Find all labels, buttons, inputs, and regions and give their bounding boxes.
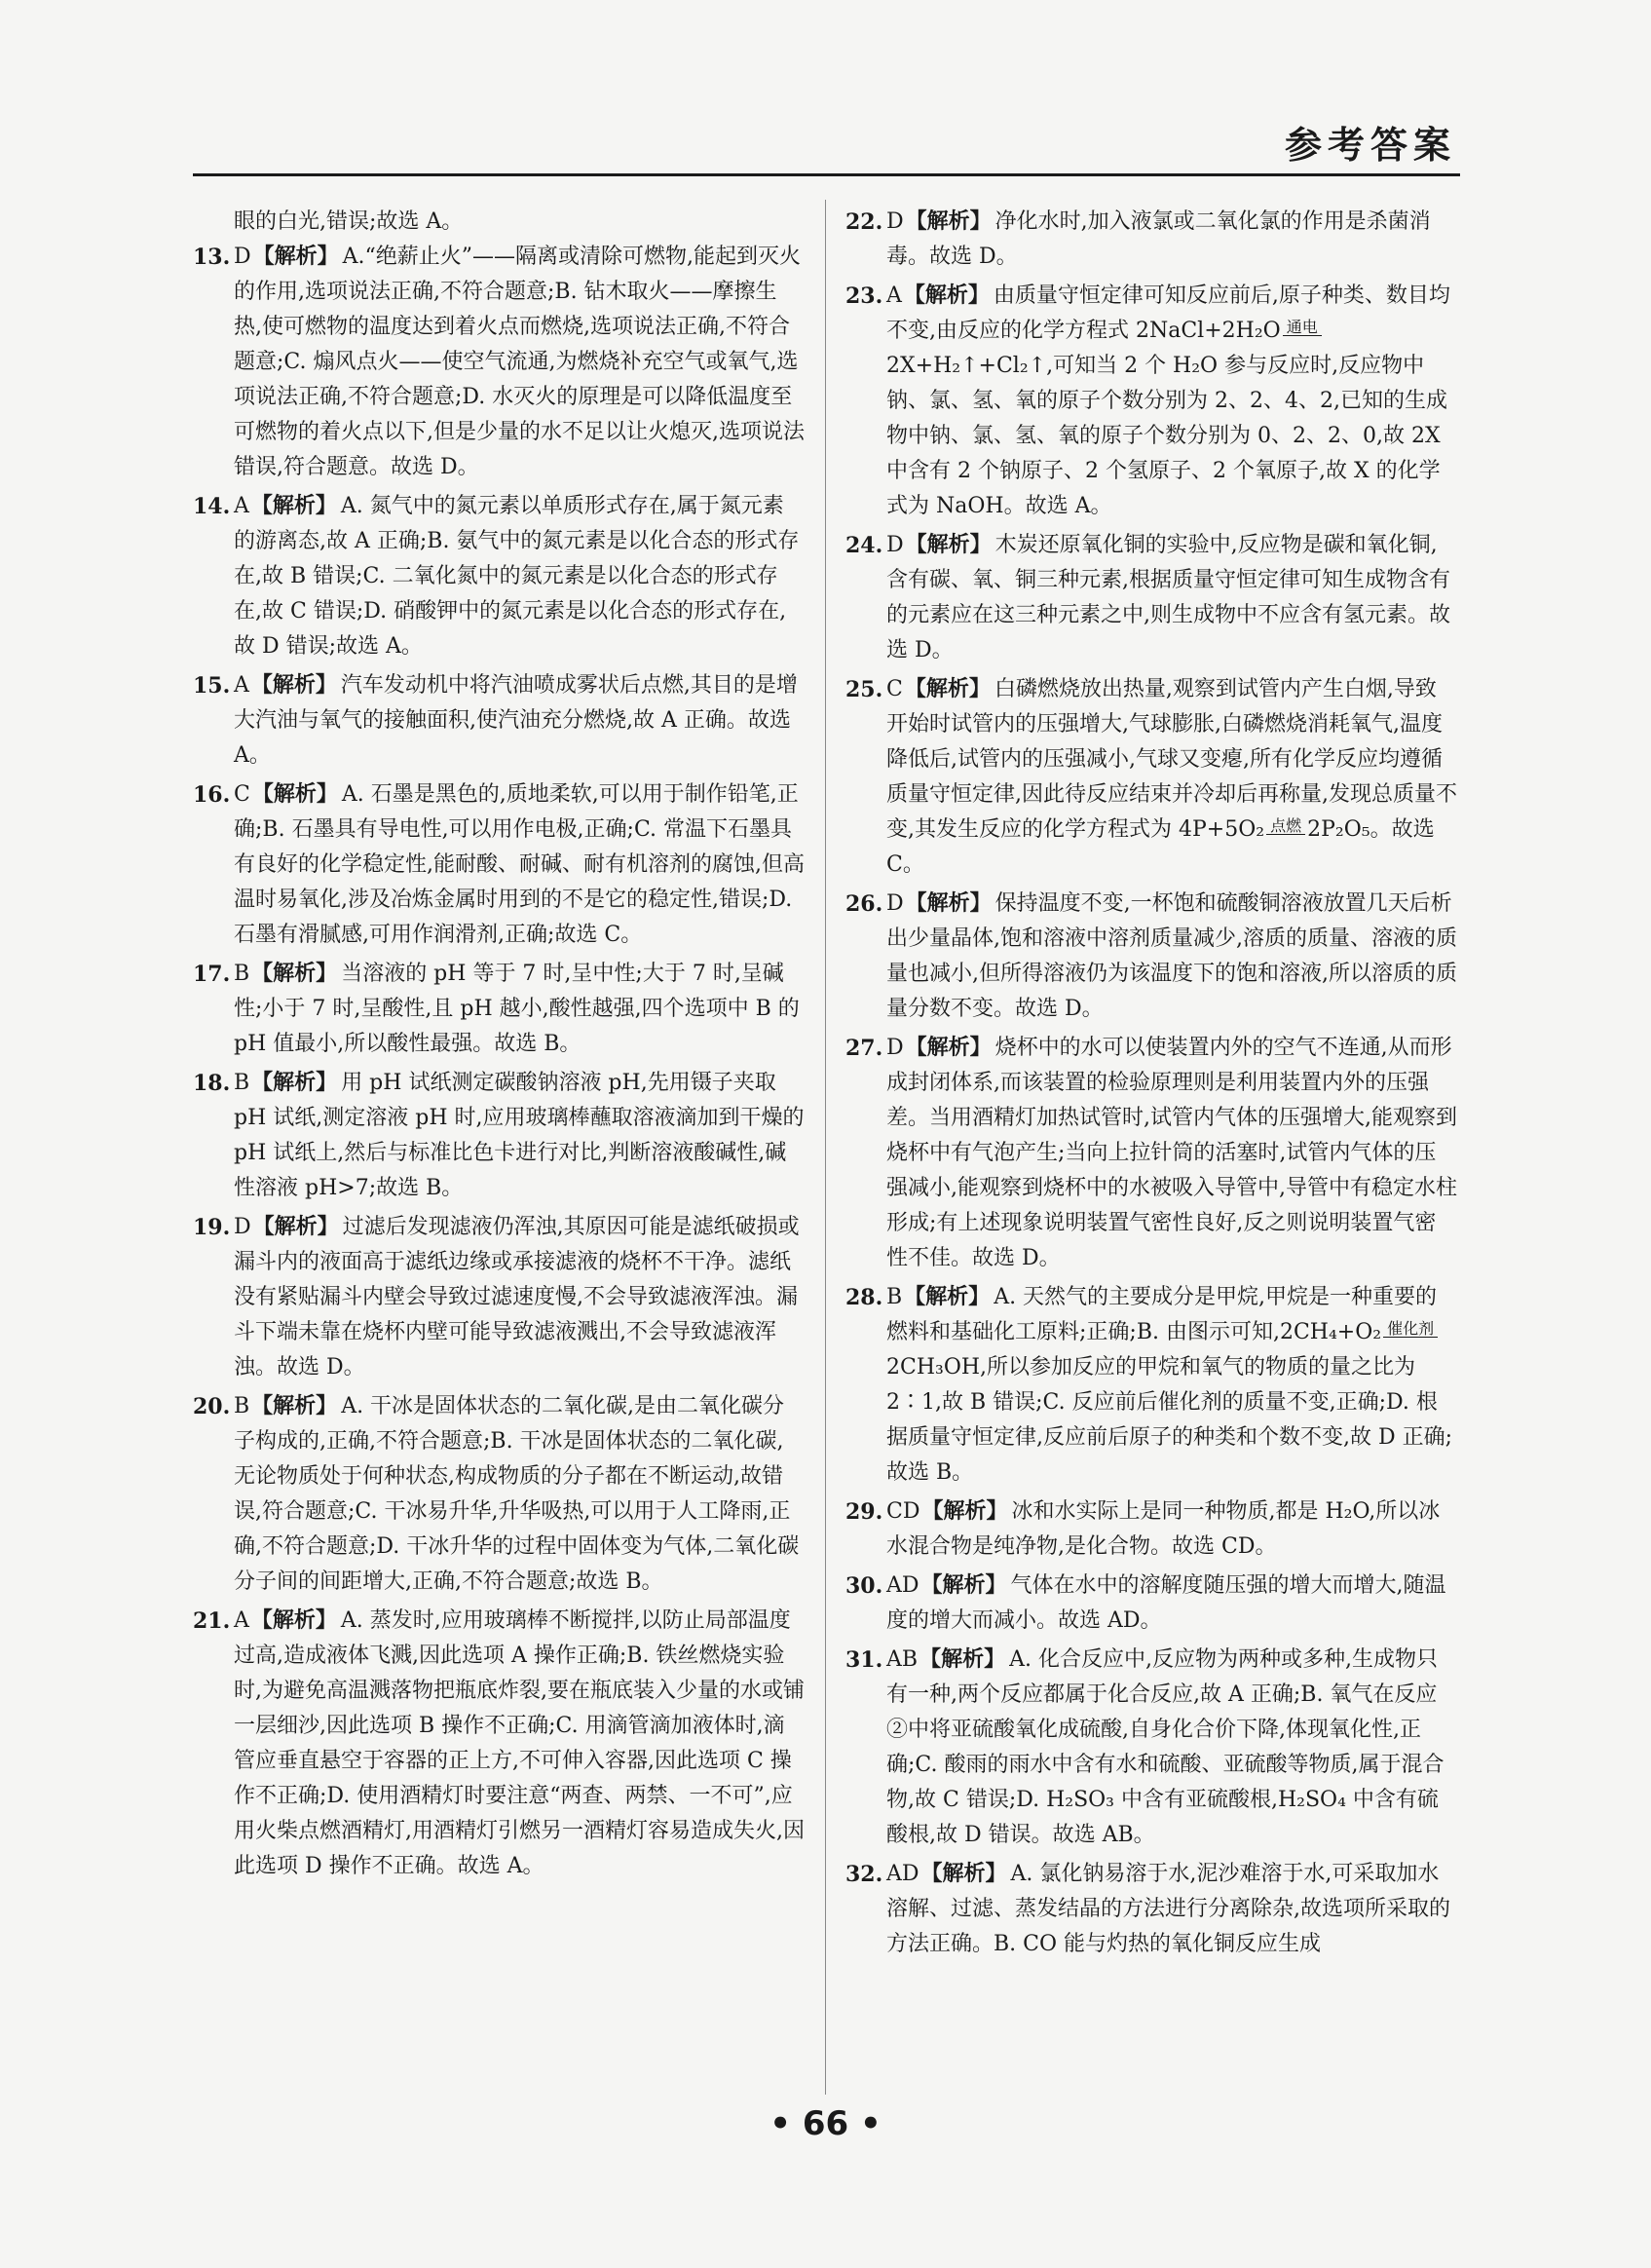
answer-choice: B [886,1285,903,1309]
answer-item [845,1569,1457,1639]
answer-item [845,887,1457,1027]
equals-bar [1383,1338,1438,1345]
answer-choice: A [234,673,249,698]
header-rule [193,173,1460,176]
answer-item [193,1389,805,1600]
analysis-tag: 【解析】 [919,1647,1006,1672]
analysis-tag: 【解析】 [251,782,338,807]
continuation-text: 眼的白光,错误;故选 A。 [234,209,464,234]
item-number: 22. [845,209,883,235]
answer-choice: D [234,245,251,269]
answer-choice: D [886,533,904,557]
item-number: 24. [845,533,883,558]
answer-item [845,279,1457,524]
analysis-tag: 【解析】 [903,284,990,308]
analysis-tag: 【解析】 [251,1071,338,1095]
analysis-text: A. 氯化钠易溶于水,泥沙难溶于水,可采取加水溶解、过滤、蒸发结晶的方法进行分离除杂,故选项所采取的方法正确。B. CO 能与灼热的氧化铜反应生成 [886,1862,1450,1956]
item-number: 25. [845,677,883,702]
answer-choice: A [234,494,249,518]
right-column [845,205,1457,1962]
answer-choice: B [234,1071,250,1095]
equals-bar [1266,835,1305,843]
analysis-text: A.“绝薪止火”——隔离或清除可燃物,能起到灭火的作用,选项说法正确,不符合题意;B. 钻木取火——摩擦生热,使可燃物的温度达到着火点而燃烧,选项说法正确,不符合题意;C. 煽风点火——使空气流通,为燃烧补充空气或氧气,选项说法正确,不符合题意;D. 水灭火的原理是可以降低温度至可燃物的着火点以下,但是少量的水不足以让火熄灭,选项说法错误,符合题意。故选 D。 [234,245,805,479]
answer-choice: B [234,962,250,986]
answer-item [845,672,1457,883]
page-number: • 66 • [769,2104,882,2143]
answer-choice: AD [886,1573,919,1598]
analysis-tag: 【解析】 [250,494,337,518]
item-number: 29. [845,1499,883,1525]
item-number: 26. [845,891,883,917]
analysis-tag: 【解析】 [905,209,992,234]
answer-choice: D [886,1036,904,1060]
condition-label: 催化剂 [1383,1321,1438,1338]
analysis-text: A. 天然气的主要成分是甲烷,甲烷是一种重要的燃料和基础化工原料;正确;B. 由图示可知,2CH₄+O₂ [886,1285,1438,1344]
analysis-text: 用 pH 试纸测定碳酸钠溶液 pH,先用镊子夹取 pH 试纸,测定溶液 pH 时,应用玻璃棒蘸取溶液滴加到干燥的 pH 试纸上,然后与标准比色卡进行对比,判断溶液酸碱性,碱性溶液 pH>7;故选 B。 [234,1071,805,1200]
analysis-tag: 【解析】 [252,1215,339,1239]
condition-label: 点燃 [1266,818,1305,835]
answer-item [193,957,805,1062]
analysis-text: A. 氮气中的氮元素以单质形式存在,属于氮元素的游离态,故 A 正确;B. 氨气中的氮元素是以化合态的形式存在,故 B 错误;C. 二氧化氮中的氮元素是以化合态的形式存在,故 C 错误;D. 硝酸钾中的氮元素是以化合态的形式存在,故 D 错误;故选 A。 [234,494,800,659]
answer-item [193,1604,805,1884]
item-number: 15. [193,673,231,699]
answer-choice: AD [886,1862,919,1886]
analysis-text: 汽车发动机中将汽油喷成雾状后点燃,其目的是增大汽油与氧气的接触面积,使汽油充分燃烧,故 A 正确。故选 A。 [234,673,798,768]
answer-item [845,1031,1457,1276]
analysis-tag: 【解析】 [920,1573,1007,1598]
column-divider [825,200,826,2095]
item-number: 16. [193,782,231,808]
item-number: 32. [845,1862,883,1887]
answer-choice: C [886,677,903,701]
answer-choice: D [886,209,904,234]
answer-choice: D [886,891,904,916]
equals-bar [1283,336,1322,344]
analysis-tag: 【解析】 [251,1394,338,1418]
item-number: 14. [193,494,231,519]
analysis-text: 净化水时,加入液氯或二氧化氯的作用是杀菌消毒。故选 D。 [886,209,1431,269]
analysis-tag: 【解析】 [905,891,992,916]
item-number: 31. [845,1647,883,1673]
left-column [193,205,805,1884]
answer-item [193,489,805,664]
answer-item [845,1280,1457,1491]
analysis-text: 2X+H₂↑+Cl₂↑,可知当 2 个 H₂O 参与反应时,反应物中钠、氯、氢、氧的原子个数分别为 2、2、4、2,已知的生成物中钠、氯、氢、氧的原子个数分别为 0、2、2、0,故 2X 中含有 2 个钠原子、2 个氢原子、2 个氧原子,故 X 的化学式为 NaOH。故选 A。 [886,354,1447,518]
answer-choice: A [234,1608,249,1633]
item-number: 30. [845,1573,883,1599]
item-number: 19. [193,1215,231,1240]
item-number: 21. [193,1608,231,1634]
analysis-tag: 【解析】 [904,677,991,701]
answer-item [193,1066,805,1206]
answer-choice: B [234,1394,250,1418]
item-number: 23. [845,284,883,309]
item-number: 20. [193,1394,231,1419]
answer-choice: A [886,284,902,308]
analysis-tag: 【解析】 [251,962,338,986]
analysis-text: 2P₂O₅。故选 C。 [886,817,1435,877]
answer-item [845,1643,1457,1853]
analysis-text: 气体在水中的溶解度随压强的增大而增大,随温度的增大而减小。故选 AD。 [886,1573,1446,1633]
answer-choice: CD [886,1499,920,1524]
condition-label: 通电 [1283,320,1322,336]
analysis-text: 木炭还原氧化铜的实验中,反应物是碳和氧化铜,含有碳、氧、铜三种元素,根据质量守恒定律可知生成物含有的元素应在这三种元素之中,则生成物中不应含有氢元素。故选 D。 [886,533,1450,662]
reaction-condition [1283,317,1322,344]
answer-item [193,1210,805,1385]
answer-item [845,1494,1457,1565]
answer-item [845,528,1457,668]
analysis-text: A. 石墨是黑色的,质地柔软,可以用于制作铅笔,正确;B. 石墨具有导电性,可以用作电极,正确;C. 常温下石墨具有良好的化学稳定性,能耐酸、耐碱、耐有机溶剂的腐蚀,但高温时易氧化,涉及冶炼金属时用到的不是它的稳定性,错误;D. 石墨有滑腻感,可用作润滑剂,正确;故选 C。 [234,782,805,947]
analysis-tag: 【解析】 [921,1499,1008,1524]
answer-item [193,777,805,953]
analysis-text: A. 化合反应中,反应物为两种或多种,生成物只有一种,两个反应都属于化合反应,故 A 正确;B. 氧气在反应②中将亚硫酸氧化成硫酸,自身化合价下降,体现氧化性,正确;C. 酸雨的雨水中含有水和硫酸、亚硫酸等物质,属于混合物,故 C 错误;D. H₂SO₃ 中含有亚硫酸根,H₂SO₄ 中含有硫酸根,故 D 错误。故选 AB。 [886,1647,1445,1847]
item-number: 27. [845,1036,883,1061]
analysis-tag: 【解析】 [252,245,339,269]
analysis-tag: 【解析】 [904,1285,991,1309]
answer-choice: D [234,1215,251,1239]
answer-item [845,1857,1457,1962]
analysis-text: 烧杯中的水可以使装置内外的空气不连通,从而形成封闭体系,而该装置的检验原理则是利用装置内外的压强差。当用酒精灯加热试管时,试管内气体的压强增大,能观察到烧杯中有气泡产生;当向上拉针筒的活塞时,试管内气体的压强减小,能观察到烧杯中的水被吸入导管中,导管中有稳定水柱形成;有上述现象说明装置气密性良好,反之则说明装置气密性不佳。故选 D。 [886,1036,1457,1270]
analysis-text: 由质量守恒定律可知反应前后,原子种类、数目均不变,由反应的化学方程式 2NaCl+2H₂O [886,284,1450,343]
analysis-tag: 【解析】 [920,1862,1007,1886]
analysis-tag: 【解析】 [250,673,337,698]
answer-choice: AB [886,1647,919,1672]
item-number: 13. [193,245,231,270]
answer-choice: C [234,782,250,807]
analysis-tag: 【解析】 [905,533,992,557]
analysis-text: 冰和水实际上是同一种物质,都是 H₂O,所以冰水混合物是纯净物,是化合物。故选 CD。 [886,1499,1441,1559]
analysis-text: 2CH₃OH,所以参加反应的甲烷和氧气的物质的量之比为 2∶1,故 B 错误;C. 反应前后催化剂的质量不变,正确;D. 根据质量守恒定律,反应前后原子的种类和个数不变,故 D 正确;故选 B。 [886,1355,1453,1485]
answer-item [193,668,805,774]
analysis-text: 过滤后发现滤液仍浑浊,其原因可能是滤纸破损或漏斗内的液面高于滤纸边缘或承接滤液的烧杯不干净。滤纸没有紧贴漏斗内壁会导致过滤速度慢,不会导致滤液浑浊。漏斗下端未靠在烧杯内壁可能导致滤液溅出,不会导致滤液浑浊。故选 D。 [234,1215,800,1380]
item-number: 28. [845,1285,883,1310]
analysis-text: A. 蒸发时,应用玻璃棒不断搅拌,以防止局部温度过高,造成液体飞溅,因此选项 A 操作正确;B. 铁丝燃烧实验时,为避免高温溅落物把瓶底炸裂,要在瓶底装入少量的水或铺一层细沙,因此选项 B 操作不正确;C. 用滴管滴加液体时,滴管应垂直悬空于容器的正上方,不可伸入容器,因此选项 C 操作不正确;D. 使用酒精灯时要注意“两查、两禁、一不可”,应用火柴点燃酒精灯,用酒精灯引燃另一酒精灯容易造成失火,因此选项 D 操作不正确。故选 A。 [234,1608,805,1878]
reaction-condition [1383,1318,1438,1345]
analysis-text: 保持温度不变,一杯饱和硫酸铜溶液放置几天后析出少量晶体,饱和溶液中溶剂质量减少,溶质的质量、溶液的质量也减小,但所得溶液仍为该温度下的饱和溶液,所以溶质的质量分数不变。故选 D。 [886,891,1457,1021]
analysis-text: 当溶液的 pH 等于 7 时,呈中性;大于 7 时,呈碱性;小于 7 时,呈酸性,且 pH 越小,酸性越强,四个选项中 B 的 pH 值最小,所以酸性最强。故选 B。 [234,962,800,1056]
item-number: 17. [193,962,231,987]
answer-item [193,240,805,485]
item-number: 18. [193,1071,231,1096]
reaction-condition [1266,815,1305,843]
answer-item [845,205,1457,275]
analysis-text: A. 干冰是固体状态的二氧化碳,是由二氧化碳分子构成的,正确,不符合题意;B. 干冰是固体状态的二氧化碳,无论物质处于何种状态,构成物质的分子都在不断运动,故错误,符合题意;C. 干冰易升华,升华吸热,可以用于人工降雨,正确,不符合题意;D. 干冰升华的过程中固体变为气体,二氧化碳分子间的间距增大,正确,不符合题意;故选 B。 [234,1394,800,1594]
header-title: 参考答案 [1284,124,1456,167]
analysis-text: 白磷燃烧放出热量,观察到试管内产生白烟,导致开始时试管内的压强增大,气球膨胀,白磷燃烧消耗氧气,温度降低后,试管内的压强减小,气球又变瘪,所有化学反应均遵循质量守恒定律,因此待反应结束并冷却后再称量,发现总质量不变,其发生反应的化学方程式为 4P+5O₂ [886,677,1457,842]
analysis-tag: 【解析】 [250,1608,337,1633]
analysis-tag: 【解析】 [905,1036,992,1060]
